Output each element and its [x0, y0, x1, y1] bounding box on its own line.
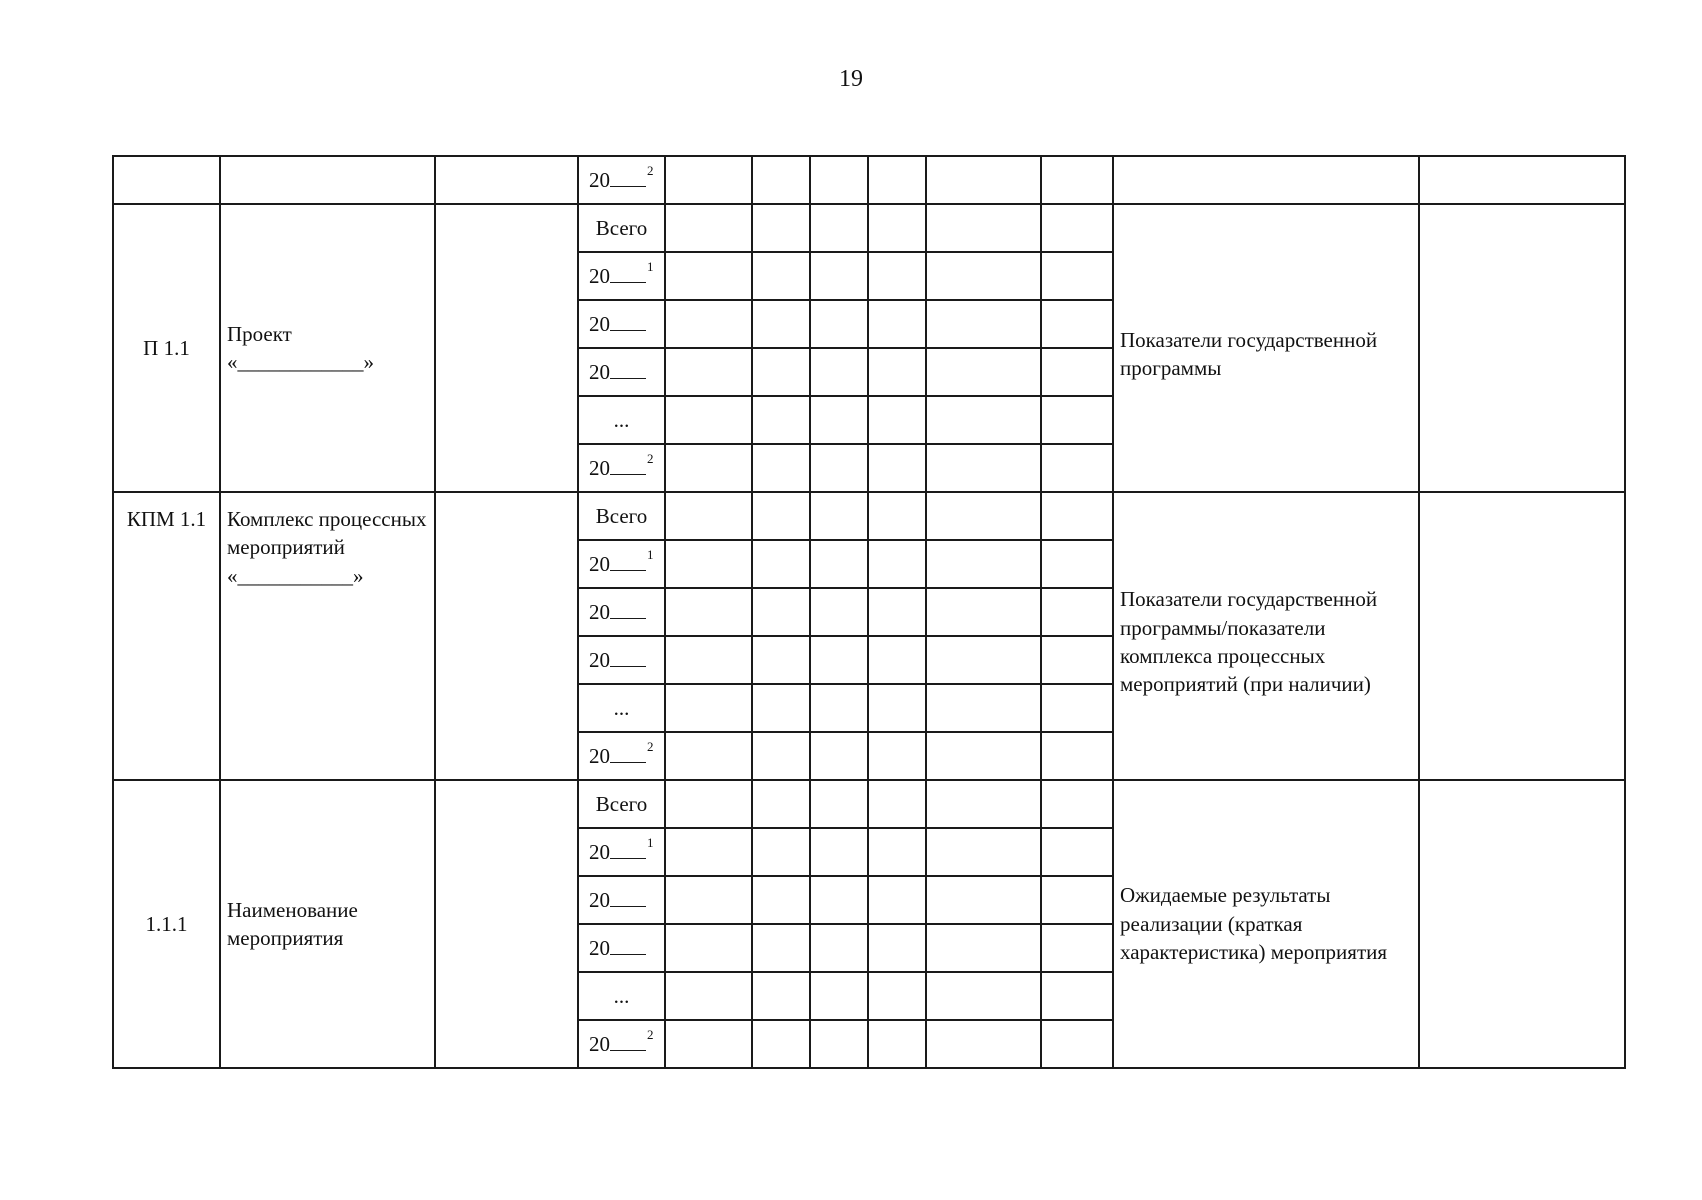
value-cell — [810, 924, 868, 972]
period-cell — [578, 252, 665, 300]
period-cell — [578, 1020, 665, 1068]
value-cell — [868, 300, 926, 348]
value-cell — [1041, 876, 1113, 924]
year-blank-line — [610, 600, 646, 619]
period-label: ... — [613, 983, 630, 1008]
period-year: 20 — [589, 455, 610, 480]
section-description: Показатели государственной программы — [1113, 204, 1419, 492]
value-cell — [868, 1020, 926, 1068]
footnote-mark: 2 — [647, 450, 654, 466]
period-cell — [578, 204, 665, 252]
value-cell — [752, 636, 810, 684]
executor-cell — [435, 156, 578, 204]
value-cell — [1041, 636, 1113, 684]
value-cell — [868, 684, 926, 732]
table-row-continuation — [113, 156, 1625, 204]
value-cell — [1041, 828, 1113, 876]
footnote-mark: 2 — [647, 162, 654, 178]
value-cell — [810, 300, 868, 348]
value-cell — [665, 1020, 752, 1068]
value-cell — [926, 492, 1041, 540]
value-cell — [752, 924, 810, 972]
value-cell — [665, 300, 752, 348]
value-cell — [810, 396, 868, 444]
value-cell — [665, 204, 752, 252]
value-cell — [926, 924, 1041, 972]
value-cell — [926, 1020, 1041, 1068]
year-blank-line — [610, 264, 646, 283]
note-cell — [1419, 492, 1625, 780]
period-year: 20 — [589, 839, 610, 864]
year-blank-line — [610, 840, 646, 859]
value-cell — [868, 396, 926, 444]
value-cell — [1041, 684, 1113, 732]
value-cell — [810, 1020, 868, 1068]
value-cell — [665, 972, 752, 1020]
footnote-mark: 2 — [647, 738, 654, 754]
period-cell — [578, 492, 665, 540]
value-cell — [926, 396, 1041, 444]
year-blank-line — [610, 312, 646, 331]
value-cell — [1041, 780, 1113, 828]
value-cell — [926, 588, 1041, 636]
value-cell — [810, 732, 868, 780]
value-cell — [926, 204, 1041, 252]
value-cell — [665, 684, 752, 732]
period-cell — [578, 924, 665, 972]
section-code: КПМ 1.1 — [113, 492, 220, 780]
value-cell — [868, 780, 926, 828]
value-cell — [752, 684, 810, 732]
footnote-mark: 2 — [647, 1026, 654, 1042]
year-blank-line — [610, 888, 646, 907]
executor-cell — [435, 492, 578, 780]
value-cell — [810, 780, 868, 828]
value-cell — [665, 876, 752, 924]
period-year: 20 — [589, 647, 610, 672]
executor-cell — [435, 780, 578, 1068]
value-cell — [868, 636, 926, 684]
period-cell — [578, 972, 665, 1020]
value-cell — [810, 588, 868, 636]
value-cell — [926, 300, 1041, 348]
value-cell — [665, 588, 752, 636]
period-cell — [578, 300, 665, 348]
period-year: 20 — [589, 599, 610, 624]
value-cell — [1041, 204, 1113, 252]
footnote-mark: 1 — [647, 834, 654, 850]
year-blank-line — [610, 360, 646, 379]
value-cell — [868, 252, 926, 300]
value-cell — [1041, 540, 1113, 588]
value-cell — [868, 204, 926, 252]
period-year: 20 — [589, 887, 610, 912]
value-cell — [665, 732, 752, 780]
value-cell — [1041, 588, 1113, 636]
period-cell — [578, 876, 665, 924]
value-cell — [868, 348, 926, 396]
value-cell — [752, 300, 810, 348]
value-cell — [810, 972, 868, 1020]
period-label: Всего — [595, 791, 648, 816]
period-year: 20 — [589, 263, 610, 288]
year-blank-line — [610, 936, 646, 955]
value-cell — [868, 492, 926, 540]
footnote-mark: 1 — [647, 546, 654, 562]
period-year: 20 — [589, 935, 610, 960]
value-cell — [926, 252, 1041, 300]
value-cell — [810, 684, 868, 732]
value-cell — [810, 540, 868, 588]
value-cell — [810, 204, 868, 252]
period-cell — [578, 348, 665, 396]
value-cell — [665, 156, 752, 204]
section-name: Комплекс процессных мероприятий «___________» — [220, 492, 435, 780]
value-cell — [926, 684, 1041, 732]
value-cell — [1041, 732, 1113, 780]
table-body — [113, 156, 1625, 1068]
value-cell — [752, 252, 810, 300]
value-cell — [926, 780, 1041, 828]
period-cell — [578, 780, 665, 828]
value-cell — [752, 1020, 810, 1068]
period-label: Всего — [595, 503, 648, 528]
value-cell — [665, 396, 752, 444]
value-cell — [926, 876, 1041, 924]
value-cell — [752, 492, 810, 540]
period-year: 20 — [589, 551, 610, 576]
value-cell — [926, 444, 1041, 492]
period-year: 20 — [589, 167, 610, 192]
value-cell — [868, 156, 926, 204]
value-cell — [752, 396, 810, 444]
value-cell — [1041, 348, 1113, 396]
section-description: Ожидаемые результаты реализации (краткая характеристика) мероприятия — [1113, 780, 1419, 1068]
value-cell — [752, 876, 810, 924]
period-year: 20 — [589, 1031, 610, 1056]
section-code: П 1.1 — [113, 204, 220, 492]
value-cell — [752, 204, 810, 252]
value-cell — [752, 156, 810, 204]
value-cell — [868, 588, 926, 636]
section-name: Наименование мероприятия — [220, 780, 435, 1068]
description-cell — [1113, 156, 1419, 204]
value-cell — [926, 828, 1041, 876]
value-cell — [810, 156, 868, 204]
value-cell — [868, 876, 926, 924]
name-cell — [220, 156, 435, 204]
value-cell — [665, 252, 752, 300]
value-cell — [1041, 252, 1113, 300]
value-cell — [810, 828, 868, 876]
value-cell — [752, 828, 810, 876]
value-cell — [926, 540, 1041, 588]
section-code: 1.1.1 — [113, 780, 220, 1068]
value-cell — [868, 924, 926, 972]
value-cell — [926, 972, 1041, 1020]
value-cell — [926, 732, 1041, 780]
value-cell — [926, 348, 1041, 396]
value-cell — [665, 444, 752, 492]
footnote-mark: 1 — [647, 258, 654, 274]
period-cell — [578, 156, 665, 204]
value-cell — [868, 540, 926, 588]
value-cell — [752, 780, 810, 828]
value-cell — [868, 444, 926, 492]
value-cell — [1041, 444, 1113, 492]
period-cell — [578, 540, 665, 588]
year-blank-line — [610, 744, 646, 763]
period-cell — [578, 732, 665, 780]
value-cell — [752, 444, 810, 492]
value-cell — [665, 348, 752, 396]
period-year: 20 — [589, 311, 610, 336]
section-name: Проект «____________» — [220, 204, 435, 492]
value-cell — [665, 780, 752, 828]
value-cell — [752, 588, 810, 636]
period-year: 20 — [589, 359, 610, 384]
note-cell — [1419, 204, 1625, 492]
value-cell — [665, 540, 752, 588]
year-blank-line — [610, 456, 646, 475]
value-cell — [810, 252, 868, 300]
value-cell — [752, 972, 810, 1020]
value-cell — [810, 444, 868, 492]
value-cell — [868, 732, 926, 780]
page-number: 19 — [839, 66, 863, 92]
value-cell — [1041, 300, 1113, 348]
value-cell — [810, 492, 868, 540]
period-cell — [578, 828, 665, 876]
value-cell — [1041, 396, 1113, 444]
year-blank-line — [610, 1032, 646, 1051]
period-cell — [578, 684, 665, 732]
value-cell — [810, 876, 868, 924]
table-row — [113, 780, 1625, 828]
period-label: Всего — [595, 215, 648, 240]
value-cell — [665, 492, 752, 540]
section-description: Показатели государственной программы/показатели комплекса процессных мероприятий (при наличии) — [1113, 492, 1419, 780]
value-cell — [1041, 1020, 1113, 1068]
table-row — [113, 492, 1625, 540]
value-cell — [926, 156, 1041, 204]
activities-table — [112, 155, 1626, 1069]
value-cell — [810, 636, 868, 684]
value-cell — [752, 540, 810, 588]
period-cell — [578, 444, 665, 492]
period-year: 20 — [589, 743, 610, 768]
period-label: ... — [613, 407, 630, 432]
period-cell — [578, 396, 665, 444]
value-cell — [810, 348, 868, 396]
value-cell — [665, 924, 752, 972]
period-label: ... — [613, 695, 630, 720]
value-cell — [926, 636, 1041, 684]
value-cell — [868, 828, 926, 876]
value-cell — [1041, 972, 1113, 1020]
note-cell — [1419, 156, 1625, 204]
value-cell — [1041, 492, 1113, 540]
code-cell — [113, 156, 220, 204]
value-cell — [1041, 924, 1113, 972]
value-cell — [752, 348, 810, 396]
value-cell — [665, 636, 752, 684]
value-cell — [868, 972, 926, 1020]
year-blank-line — [610, 168, 646, 187]
value-cell — [1041, 156, 1113, 204]
year-blank-line — [610, 648, 646, 667]
executor-cell — [435, 204, 578, 492]
note-cell — [1419, 780, 1625, 1068]
year-blank-line — [610, 552, 646, 571]
period-cell — [578, 636, 665, 684]
value-cell — [752, 732, 810, 780]
table-row — [113, 204, 1625, 252]
value-cell — [665, 828, 752, 876]
period-cell — [578, 588, 665, 636]
